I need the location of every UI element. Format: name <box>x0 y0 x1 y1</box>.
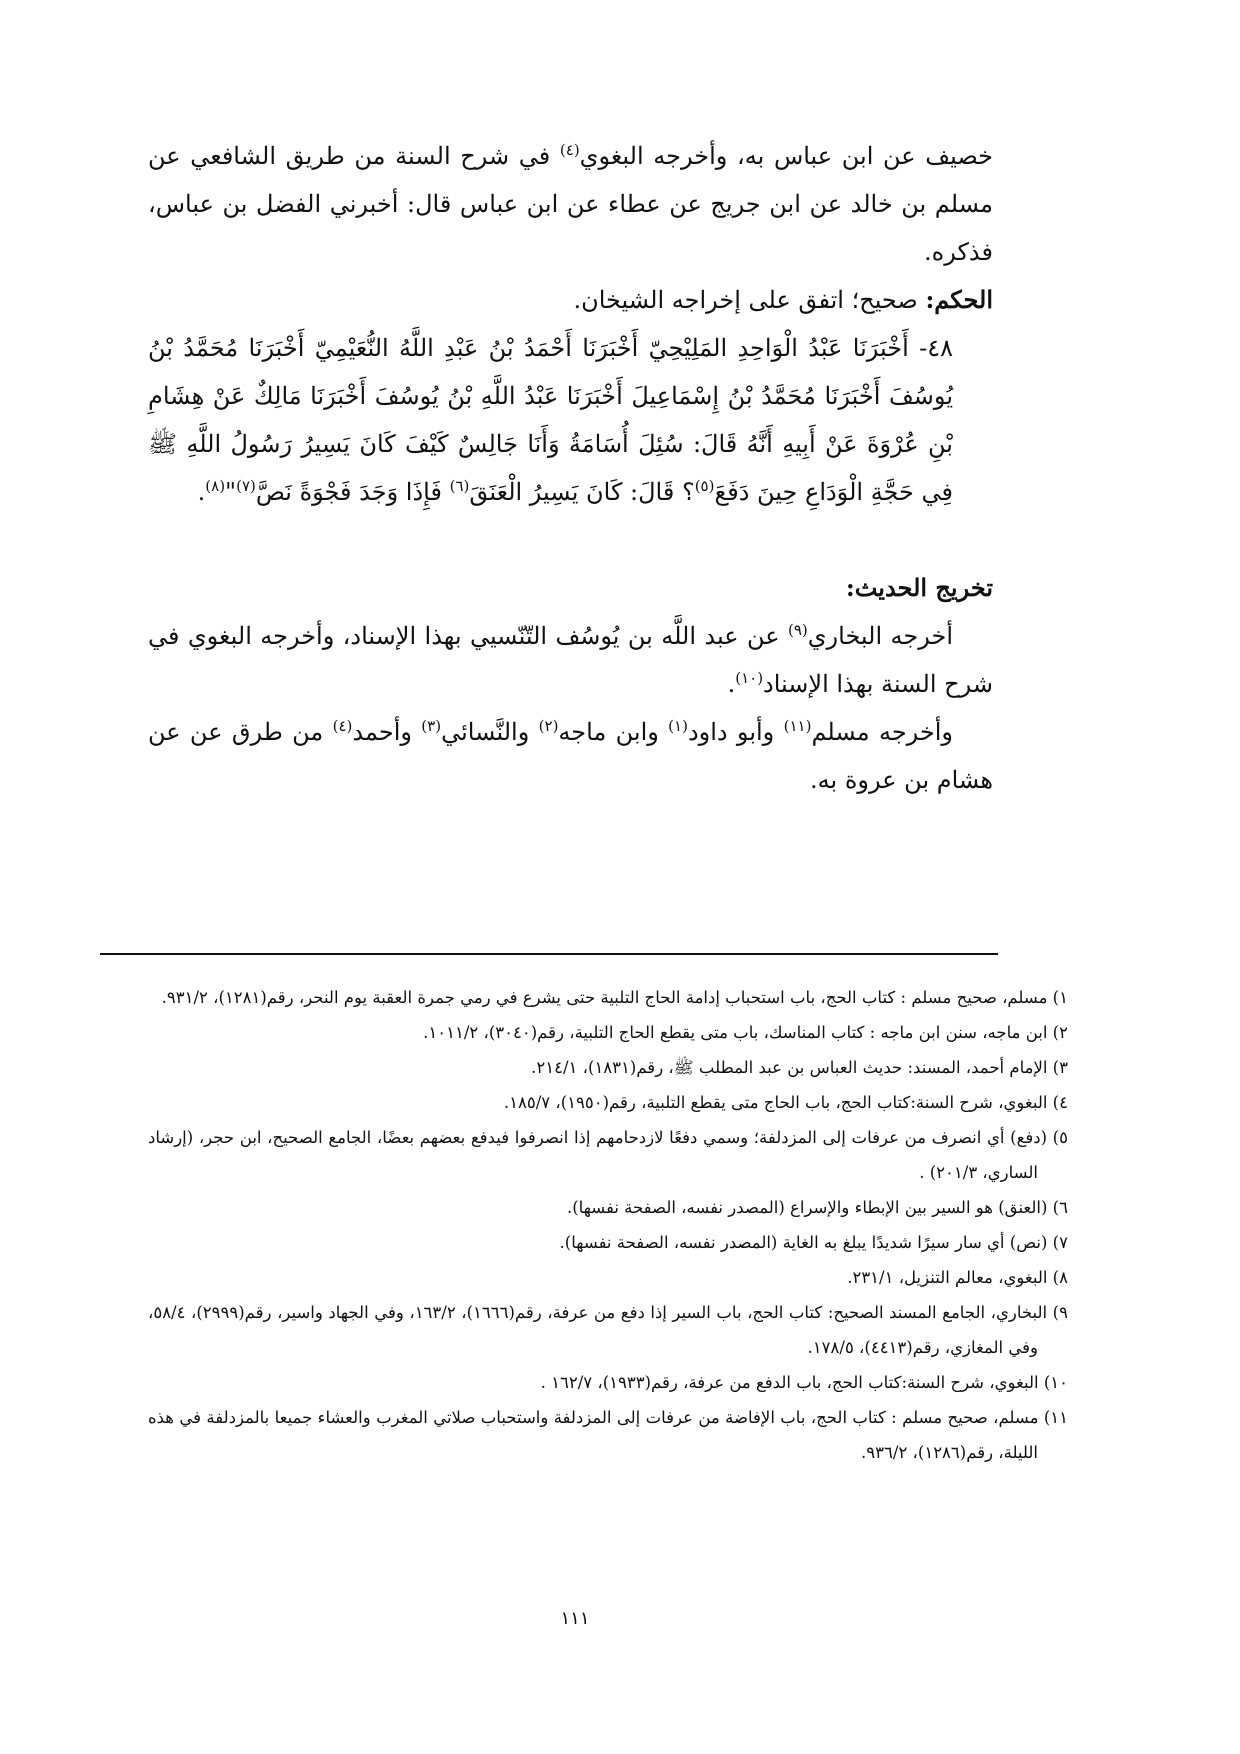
takhrij-p2-text-a: وأخرجه مسلم <box>811 718 953 746</box>
intro-text-b: في شرح السنة من طريق الشافعي عن مسلم بن خالد عن ابن جريج عن عطاء عن ابن عباس قال: أخبرني الفضل بن عباس، فذكره. <box>148 142 993 266</box>
takhrij-p2-text-f: من طرق عن عن هشام بن عروة به. <box>148 718 993 794</box>
takhrij-paragraph-1 <box>148 612 993 708</box>
footnote-6: ٦) (العنق) هو السير بين الإبطاء والإسراع (المصدر نفسه، الصفحة نفسها). <box>566 1198 1068 1217</box>
footnote-ref-2[interactable]: (٢) <box>538 717 559 735</box>
footnote-ref-7[interactable]: (٧) <box>236 477 256 495</box>
footnote-ref-1[interactable]: (١) <box>668 717 688 735</box>
footnote-8: ٨) البغوي، معالم التنزيل، ٢٣١/١. <box>847 1268 1068 1287</box>
footnote-10: ١٠) البغوي، شرح السنة:كتاب الحج، باب الدفع من عرفة، رقم(١٩٣٣)، ١٦٢/٧ . <box>540 1373 1068 1392</box>
footnote-7: ٧) (نص) أي سار سيرًا شديدًا يبلغ به الغاية (المصدر نفسه، الصفحة نفسها). <box>559 1233 1068 1252</box>
footnote-2: ٢) ابن ماجه، سنن ابن ماجه : كتاب المناسك، باب متى يقطع الحاج التلبية، رقم(٣٠٤٠)، ١٠١١/٢. <box>423 1023 1068 1042</box>
hadith-text-b: ؟ قَالَ: كَانَ يَسِيرُ الْعَنَقَ <box>469 478 695 506</box>
footnotes-section <box>148 980 1068 1470</box>
footnote-ref-9[interactable]: (٩) <box>787 621 808 639</box>
hadith-text-a: أَخْبَرَنَا عَبْدُ الْوَاحِدِ المَلِيْحِيّ أَخْبَرَنَا أَحْمَدُ بْنُ عَبْدِ اللَّهُ النُّعَيْمِيّ أَخْبَرَنَا مُحَمَّدُ بْنُ يُوسُفَ أَخْبَرَنَا مُحَمَّدُ بْنُ إِسْمَاعِيلَ أَخْبَرَنَا عَبْدُ اللَّهِ بْنُ يُوسُفَ أَخْبَرَنَا مَالِكٌ عَنْ هِشَامِ بْنِ عُرْوَةَ عَنْ أَبِيهِ أَنَّهُ قَالَ: سُئِلَ أُسَامَةُ وَأَنَا جَالِسٌ كَيْفَ كَانَ يَسِيرُ رَسُولُ اللَّهِ ﷺ فِي حَجَّةِ الْوَدَاعِ حِينَ دَفَعَ <box>148 334 953 506</box>
takhrij-p2-text-e: وأحمد <box>352 718 422 746</box>
intro-paragraph <box>148 132 993 276</box>
footnote-ref-3[interactable]: (٣) <box>421 717 442 735</box>
takhrij-paragraph-2 <box>148 708 993 804</box>
footnote-ref-8[interactable]: (٨) <box>205 477 226 495</box>
footnote-9: ٩) البخاري، الجامع المسند الصحيح: كتاب الحج، باب السير إذا دفع من عرفة، رقم(١٦٦٦)، ١٦٣/٢، وفي الجهاد واسير، رقم(٢٩٩٩)، ٥٨/٤، وفي المغازي، رقم(٤٤١٣)، ١٧٨/٥. <box>148 1303 1068 1357</box>
footnote-5: ٥) (دفع) أي انصرف من عرفات إلى المزدلفة؛ وسمي دفعًا لازدحامهم إذا انصرفوا فيدفع بعضهم بعضًا، الجامع الصحيح، ابن حجر، (إرشاد الساري، ٢٠١/٣) . <box>148 1128 1068 1182</box>
takhrij-p2-text-c: وابن ماجه <box>558 718 669 746</box>
ruling-paragraph <box>148 276 1033 324</box>
hadith-text-e: . <box>197 478 206 506</box>
takhrij-p1-text-b: عن عبد اللَّه بن يُوسُف التّنّسيي بهذا الإسناد، وأخرجه البغوي في شرح السنة بهذا الإسناد <box>148 622 993 698</box>
footnote-ref-11[interactable]: (١١) <box>783 717 812 735</box>
footnote-1: ١) مسلم، صحيح مسلم : كتاب الحج، باب استحباب إدامة الحاج التلبية حتى يشرع في رمي جمرة العقبة يوم النحر، رقم(١٢٨١)، ٩٣١/٢. <box>161 988 1068 1007</box>
hadith-text-c: فَإِذَا وَجَدَ فَجْوَةً نَصَّ <box>255 478 450 506</box>
footnote-ref-4b[interactable]: (٤) <box>332 717 353 735</box>
takhrij-p1-text-a: أخرجه البخاري <box>807 622 953 650</box>
takhrij-p2-text-b: وأبو داود <box>687 718 784 746</box>
takhrij-heading: تخريج الحديث: <box>845 573 993 602</box>
hadith-paragraph <box>148 324 993 516</box>
hadith-number: ٤٨- <box>919 334 953 362</box>
footnote-3: ٣) الإمام أحمد، المسند: حديث العباس بن عبد المطلب ﷺ، رقم(١٨٣١)، ٢١٤/١. <box>531 1058 1068 1077</box>
page-number: ١١١ <box>560 1608 590 1629</box>
footnote-11: ١١) مسلم، صحيح مسلم : كتاب الحج، باب الإفاضة من عرفات إلى المزدلفة واستحباب صلاتي المغرب والعشاء جميعا بالمزدلفة في هذه الليلة، رقم(١٢٨٦)، ٩٣٦/٢. <box>148 1408 1068 1462</box>
intro-text-a: خصيف عن ابن عباس به، وأخرجه البغوي <box>579 142 994 170</box>
footnote-ref-10[interactable]: (١٠) <box>735 669 764 687</box>
takhrij-p1-text-c: . <box>727 670 736 698</box>
ruling-label: الحكم: <box>925 285 993 314</box>
footnote-separator <box>100 953 998 955</box>
hadith-text-d: " <box>225 478 237 506</box>
takhrij-p2-text-d: والنَّسائي <box>441 718 539 746</box>
footnote-4: ٤) البغوي، شرح السنة:كتاب الحج، باب الحاج متى يقطع التلبية، رقم(١٩٥٠)، ١٨٥/٧. <box>503 1093 1068 1112</box>
ruling-text: صحيح؛ اتفق على إخراجه الشيخان. <box>573 286 926 314</box>
footnote-ref-6[interactable]: (٦) <box>449 477 470 495</box>
footnote-ref-5[interactable]: (٥) <box>694 477 715 495</box>
footnote-ref-4[interactable]: (٤) <box>559 141 580 159</box>
